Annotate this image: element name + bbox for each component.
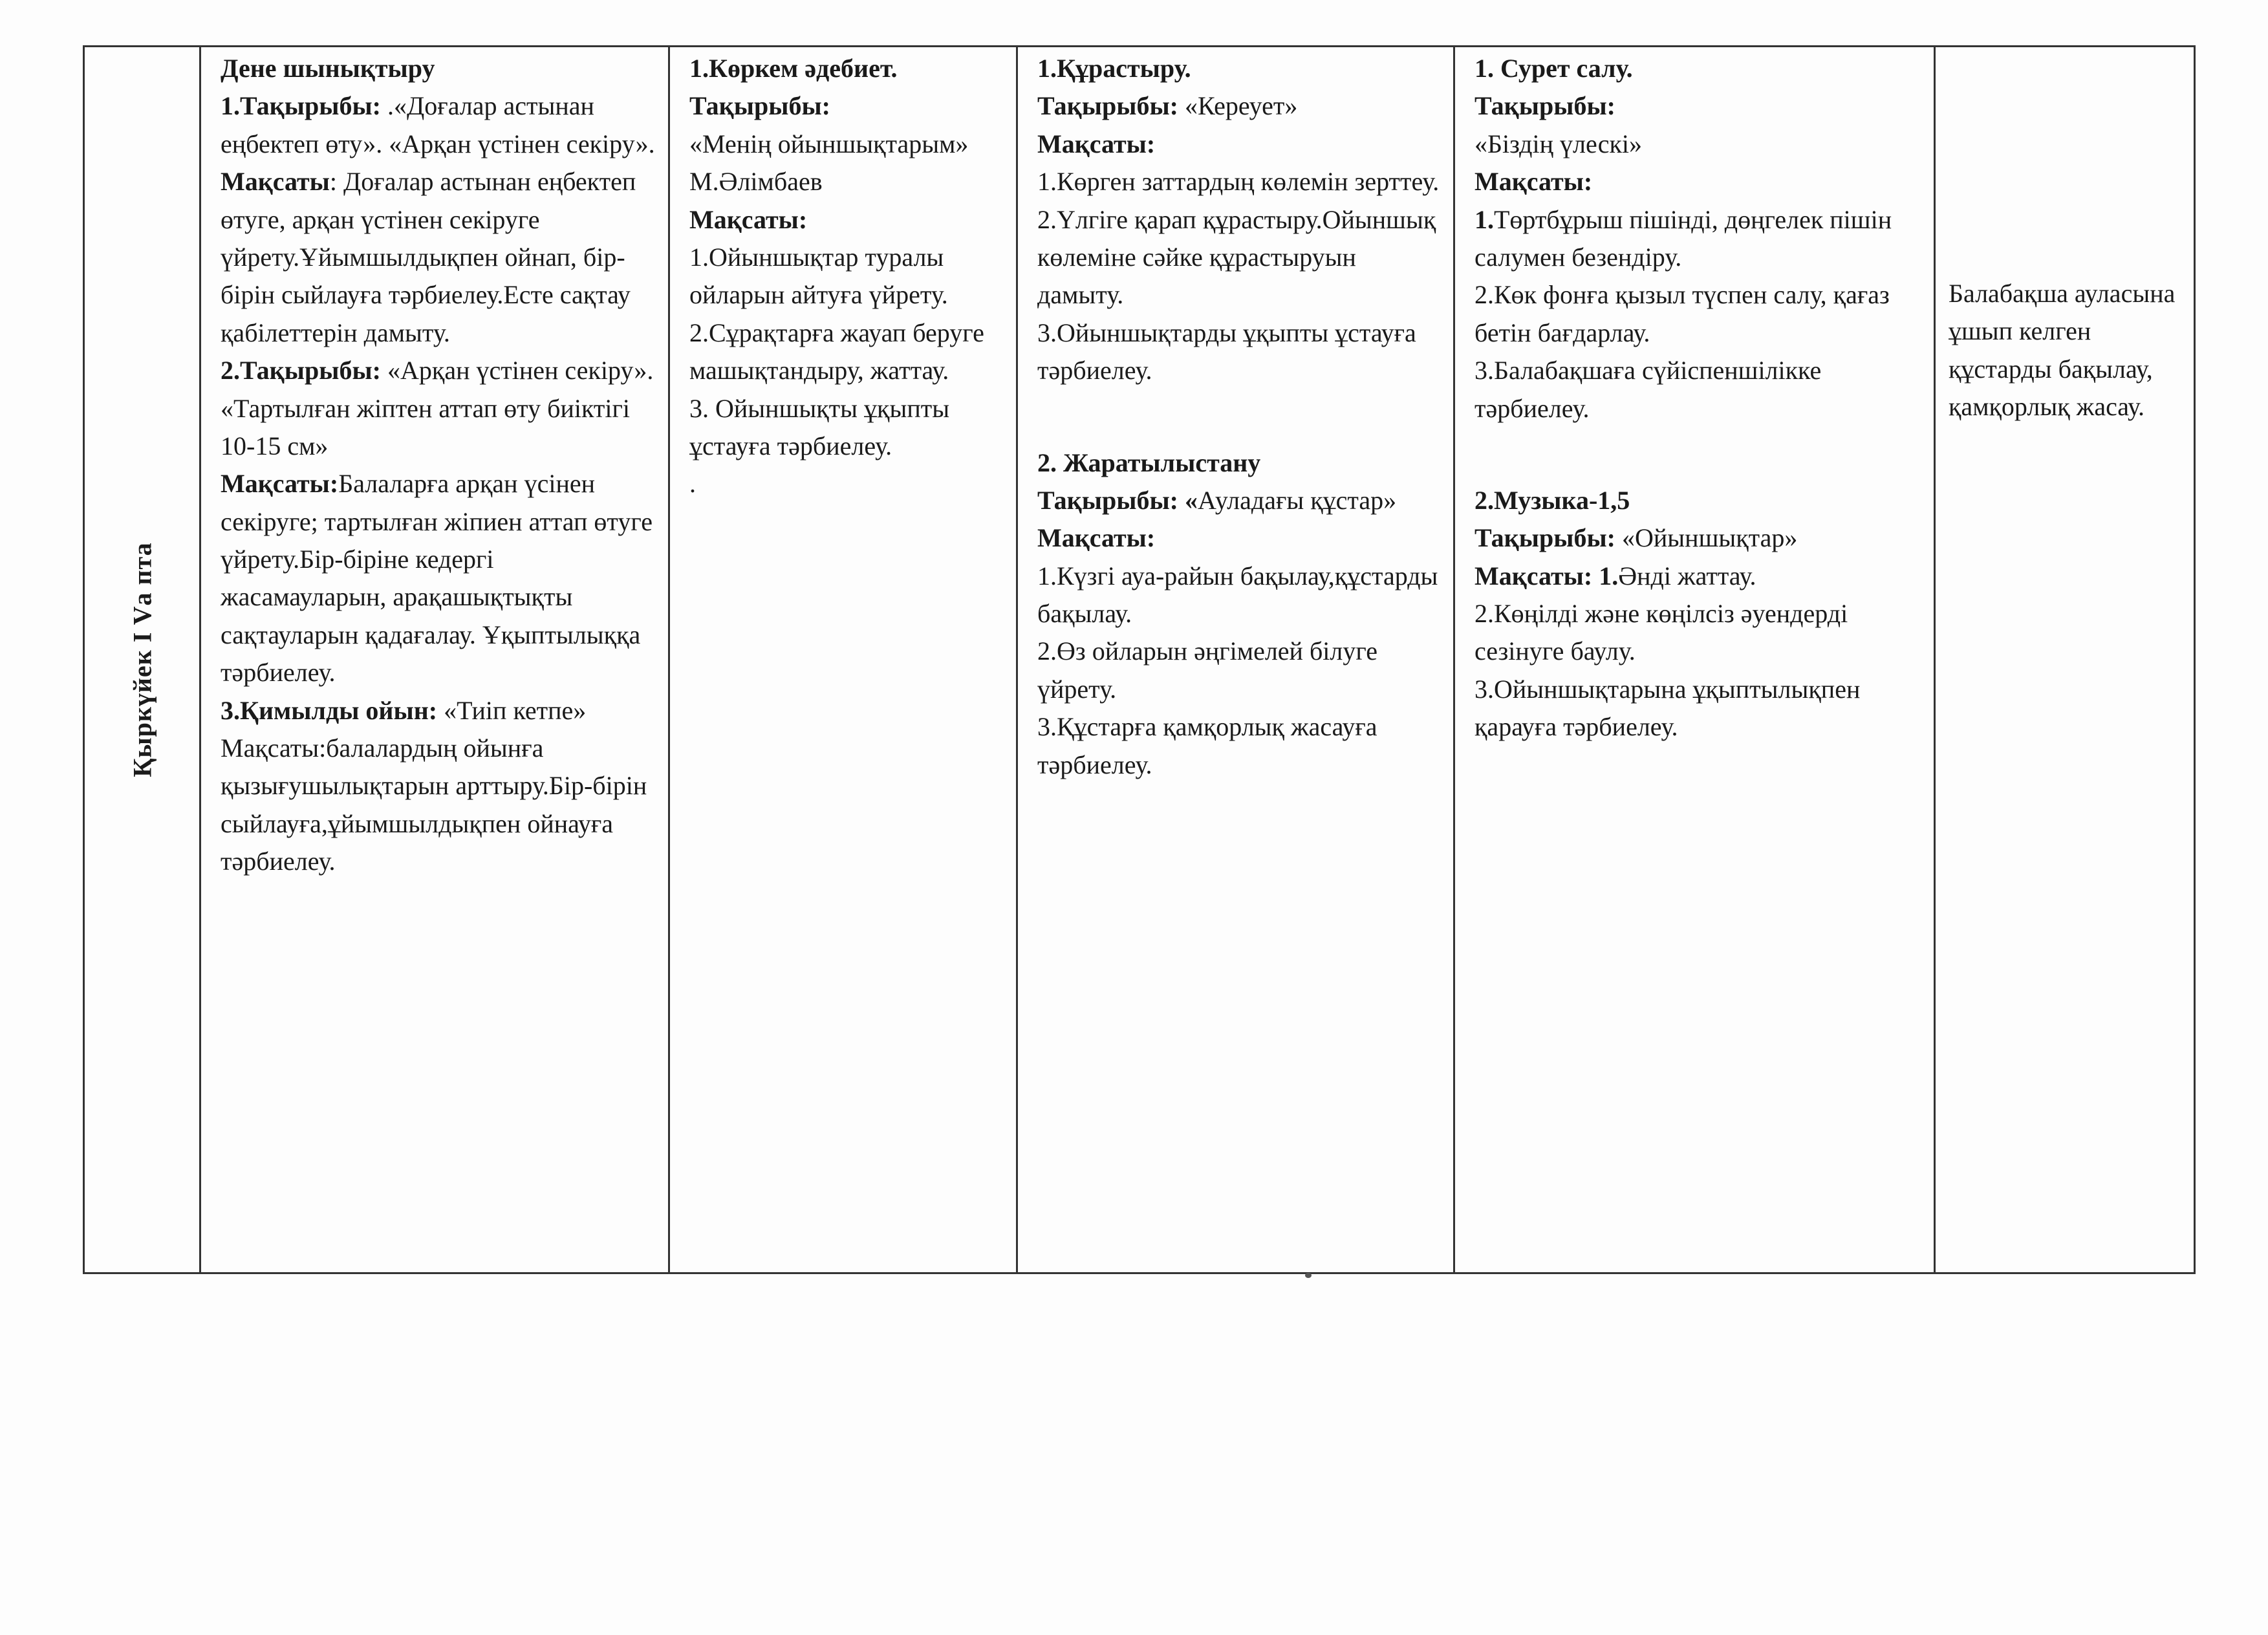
plan-line [1037,87,1444,125]
line-text: «Менің ойыншықтарым» М.Әлімбаев [689,129,969,197]
plan-line [689,125,1007,201]
plan-line [689,201,1007,239]
line-text: «Ойыншықтар» [1615,523,1798,553]
line-text: 3.Құстарға қамқорлық жасауға тәрбиелеу. [1037,712,1377,779]
line-text: 3.Ойыншықтарды ұқыпты ұстауға тәрбиелеу. [1037,318,1416,385]
scan-speck [1305,1273,1312,1278]
plan-line [1037,163,1444,200]
line-text: 1.Көрген заттардың көлемін зерттеу. [1037,167,1440,197]
line-heading: Тақырыбы: « [1037,485,1198,515]
plan-line [1037,482,1444,519]
line-text: Балабақша ауласына ұшып келген құстарды бақылау, қамқорлық жасау. [1949,279,2176,422]
plan-line [1474,87,1925,125]
plan-line [1037,125,1444,163]
column-content [670,47,1016,503]
plan-line [1037,708,1444,784]
plan-line [1037,558,1444,633]
line-text: «Тиіп кетпе» [437,695,587,725]
line-heading: Мақсаты: [1474,167,1593,197]
plan-line [221,352,659,465]
plan-line [1474,482,1925,519]
column-observation [1935,47,2195,1273]
line-text: 1.Ойыншықтар туралы ойларын айтуға үйрету. [689,242,948,310]
line-heading: Мақсаты: [1037,523,1156,553]
line-heading: 1.Көркем әдебиет. [689,54,898,83]
line-heading: Мақсаты: [1037,129,1156,158]
plan-line [689,50,1007,87]
line-text: «Біздің үлескі» [1474,129,1643,158]
line-text: Ауладағы құстар» [1198,485,1397,515]
line-text: 2.Көңілді және көңілсіз әуендерді сезінуге баулу. [1474,599,1848,666]
line-text: 2.Үлгіге қарап құрастыру.Ойыншық көлеміне сәйке құрастыруын дамыту. [1037,204,1436,310]
line-heading: Тақырыбы: [1474,91,1615,121]
week-label: Қыркүйек I Vа пта [127,542,157,777]
line-heading: 2.Музыка-1,5 [1474,485,1630,515]
paragraph-gap [1037,390,1444,444]
line-heading: Мақсаты: [689,204,808,234]
line-heading: Тақырыбы: [689,91,830,121]
plan-line [1474,125,1925,163]
plan-line [221,465,659,691]
plan-row [84,47,2195,1273]
plan-line [221,163,659,352]
plan-line [221,87,659,163]
plan-line [1474,671,1925,746]
plan-line [689,390,1007,466]
plan-line [221,730,659,881]
line-text: Әнді жаттау. [1618,561,1756,590]
line-heading: Мақсаты: 1. [1474,561,1619,590]
line-text: 2.Сұрақтарға жауап беруге машықтандыру, жаттау. [689,318,984,385]
plan-line [689,314,1007,390]
line-heading: Мақсаты: [221,469,339,499]
line-heading: 2. Жаратылыстану [1037,448,1261,477]
line-text: 2.Көк фонға қызыл түспен салу, қағаз бетін бағдарлау. [1474,280,1890,347]
line-heading: 1.Құрастыру. [1037,54,1191,83]
line-heading: 3.Қимылды ойын: [221,695,438,725]
line-text: : Доғалар астынан еңбектеп өтуге, арқан үстінен секіруге үйрету.Ұйымшылдықпен ойнап, бір-бірін сыйлауға тәрбиелеу.Есте сақтау қабілеттерін дамыту. [221,167,636,347]
line-text: «Арқан үстінен секіру». «Тартылған жіптен аттап өту биіктігі 10-15 см» [221,356,654,460]
plan-line [1474,352,1925,428]
plan-line [689,239,1007,314]
plan-line [1037,201,1444,314]
plan-line [1037,314,1444,390]
line-text: 3. Ойыншықты ұқыпты ұстауға тәрбиелеу. [689,393,950,460]
line-heading: Тақырыбы: [1037,91,1178,121]
plan-line [1474,201,1925,277]
plan-line [1037,50,1444,87]
line-text: 2.Өз ойларын әңгімелей білуге үйрету. [1037,636,1378,704]
week-cell [84,47,200,1273]
line-text: .«Доғалар астынан еңбектеп өту». «Арқан үстінен секіру». [221,91,655,158]
weekly-plan-table [83,45,2196,1274]
column-content [1455,47,1934,746]
line-heading: Мақсаты [221,167,330,197]
line-text: 3.Балабақшаға сүйіспеншілікке тәрбиелеу. [1474,356,1822,423]
plan-line [1474,558,1925,595]
plan-line [1949,275,2181,426]
plan-line [1037,444,1444,482]
plan-line [1474,519,1925,557]
line-text: Балаларға арқан үсінен секіруге; тартылған жіпиен аттап өтуге үйрету.Бір-біріне кедергі жасамауларын, арақашықтықты сақтауларын қадағалау. Ұқыптылыққа тәрбиелеу. [221,469,653,688]
line-heading: 1. [1474,204,1494,234]
line-heading: 1.Тақырыбы: [221,91,381,121]
plan-line [1037,519,1444,557]
line-text: 1.Күзгі ауа-райын бақылау,құстарды бақылау. [1037,561,1438,629]
line-text: Мақсаты:балалардың ойынға қызығушылықтарын арттыру.Бір-бірін сыйлауға,ұйымшылдықпен ойнауға тәрбиелеу. [221,733,647,876]
line-text: 3.Ойыншықтарына ұқыптылықпен қарауға тәрбиелеу. [1474,674,1861,742]
plan-line [221,50,659,87]
paragraph-gap [1474,428,1925,482]
column-literature [669,47,1017,1273]
column-content [1018,47,1453,784]
column-content [201,47,668,881]
plan-line [1474,163,1925,200]
plan-line [1037,633,1444,708]
column-physical-education [200,47,669,1273]
plan-line [1474,50,1925,87]
line-heading: 2.Тақырыбы: [221,356,381,385]
line-heading: Тақырыбы: [1474,523,1615,553]
column-content [1936,47,2194,426]
line-text: «Кереует» [1178,91,1298,121]
plan-line [689,87,1007,125]
line-text: Төртбұрыш пішінді, дөңгелек пішін салумен безендіру. [1474,204,1892,272]
plan-line [689,465,1007,503]
line-heading: Дене шынықтыру [221,54,435,83]
plan-line [221,692,659,730]
plan-line [1474,276,1925,352]
plan-line [1474,595,1925,671]
column-construction-nature [1017,47,1454,1273]
line-heading: 1. Сурет салу. [1474,54,1633,83]
line-text: . [689,469,696,499]
column-drawing-music [1454,47,1935,1273]
